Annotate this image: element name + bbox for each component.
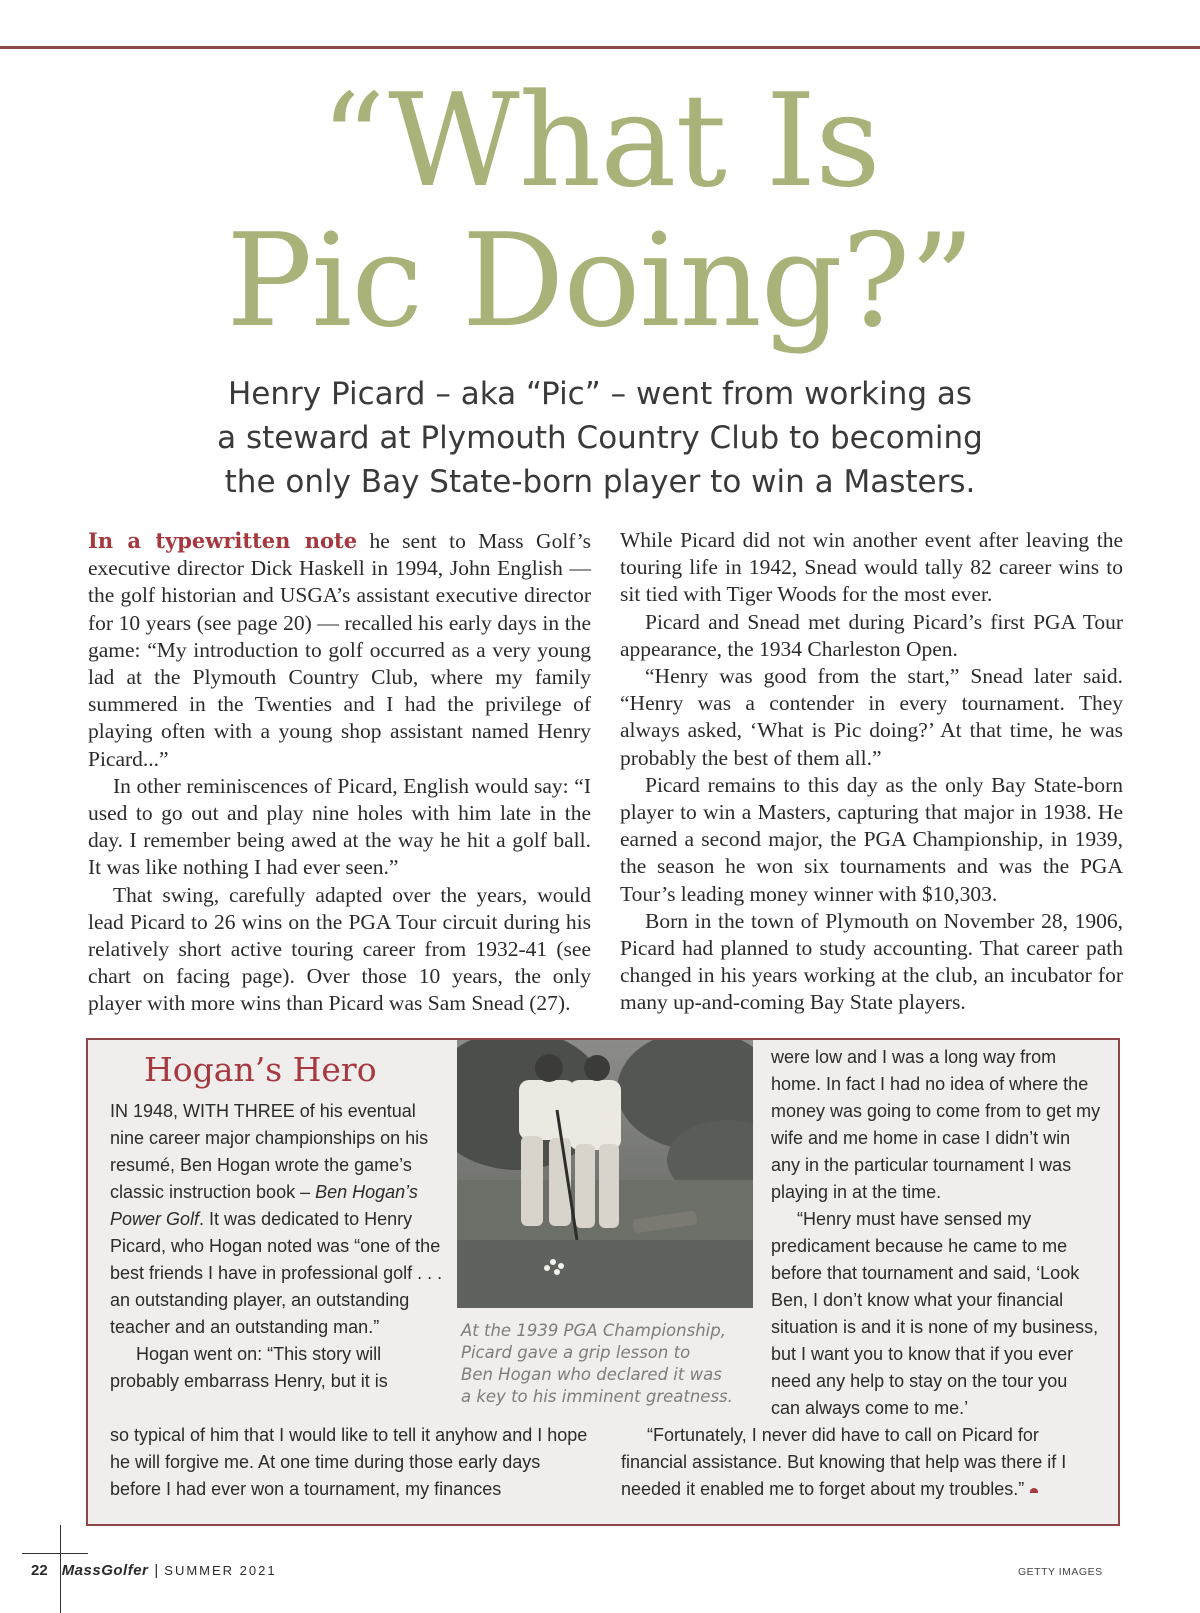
body-paragraph: Born in the town of Plymouth on November 28, 1906, Picard had planned to study accounting. That career path changed in his years working at the club, an incubator for many up-and-coming Bay State players. (620, 908, 1123, 1015)
magazine-name: MassGolfer (61, 1562, 149, 1579)
caption-line: a key to his imminent greatness. (461, 1387, 733, 1406)
sidebar-paragraph: were low and I was a long way from home. In fact I had no idea of where the money was going to come from to get my wife and me home in case I didn’t win any in the particular tournament I was playing in at the time. (771, 1047, 1101, 1202)
body-paragraph: “Henry was good from the start,” Snead later said. “Henry was a contender in every tournament. They always asked, ‘What is Pic doing?’ At that time, he was probably the best of them all.” (620, 664, 1123, 770)
sidebar-column-3 (771, 1044, 1101, 1422)
sidebar-text: IN 1948, WITH THREE of his eventual nine career major championships on his resumé, Ben Hogan wrote the game’s classic instruction book – (110, 1101, 429, 1202)
sidebar-paragraph: so typical of him that I would like to tell it anyhow and I hope he will forgive me. At one time during those early days before I had ever won a tournament, my finances (110, 1425, 588, 1499)
body-column-left (88, 527, 591, 1018)
page-number: 22 (31, 1562, 48, 1579)
folio-separator: | (154, 1562, 159, 1579)
headline-line-1: “What Is (320, 67, 880, 216)
body-paragraph: Picard remains to this day as the only Bay State-born player to win a Masters, capturing that major in 1938. He earned a second major, the PGA Championship, in 1939, the season he won six tournaments and was the PGA Tour’s leading money winner with $10,303. (620, 772, 1123, 906)
sidebar-bottom-left (110, 1422, 590, 1503)
book-title: Ben Hogan’s Power Golf (110, 1182, 418, 1229)
body-text: he sent to Mass Golf’s executive director Dick Haskell in 1994, John English — the golf historian and USGA’s assistant executive director for 10 years (see page 20) — recalled his early days in the game: “My introduction to golf occurred as a very young lad at the Plymouth Country Club, where my family summered in the Twenties and I had the privilege of playing often with a young shop assistant named Henry Picard...” (88, 529, 591, 771)
deck-line-2: a steward at Plymouth Country Club to becoming (217, 420, 983, 456)
body-paragraph: Picard and Snead met during Picard’s first PGA Tour appearance, the 1934 Charleston Open. (620, 609, 1123, 661)
headline-line-2: Pic Doing?” (226, 207, 974, 356)
photo-caption (461, 1320, 761, 1408)
deck-line-3: the only Bay State-born player to win a Masters. (224, 464, 976, 500)
sidebar-paragraph: Hogan went on: “This story will probably embarrass Henry, but it is (110, 1344, 388, 1391)
deck-line-1: Henry Picard – aka “Pic” – went from working as (227, 376, 973, 412)
photo-picard-hogan (457, 1040, 753, 1308)
sidebar-hogans-hero (86, 1038, 1120, 1526)
body-paragraph (88, 527, 591, 773)
body-paragraph: In other reminiscences of Picard, English would say: “I used to go out and play nine holes with him late in the day. I remember being awed at the way he hit a golf ball. It was like nothing I had ever seen.” (88, 773, 591, 880)
caption-line: At the 1939 PGA Championship, (461, 1321, 726, 1340)
sidebar-bottom-right (621, 1422, 1101, 1503)
sidebar-title: Hogan’s Hero (144, 1050, 377, 1089)
headline (0, 67, 1200, 356)
sidebar-paragraph (110, 1098, 450, 1341)
sidebar-text: . It was dedicated to Henry Picard, who Hogan noted was “one of the best friends I have in professional golf . . . an outstanding player, an outstanding teacher and an outstanding man.” (110, 1209, 443, 1337)
body-paragraph: That swing, carefully adapted over the years, would lead Picard to 26 wins on the PGA Tour circuit during his relatively short active touring career from 1932-41 (see chart on facing page). Over those 10 years, the only player with more wins than Picard was Sam Snead (27). (88, 882, 591, 1016)
caption-line: Picard gave a grip lesson to (461, 1343, 691, 1362)
issue-date: SUMMER 2021 (164, 1563, 277, 1578)
photo-illustration (457, 1040, 753, 1308)
lead-in: In a typewritten note (88, 528, 358, 553)
sidebar-column-1 (110, 1098, 450, 1395)
sidebar-paragraph (621, 1422, 1101, 1503)
body-paragraph: While Picard did not win another event after leaving the touring life in 1942, Snead would tally 82 career wins to sit tied with Tiger Woods for the most ever. (620, 528, 1123, 607)
crop-mark-horizontal (22, 1553, 88, 1554)
body-column-right (620, 527, 1123, 1017)
sidebar-text: “Fortunately, I never did have to call on Picard for financial assistance. But knowing that help was there if I needed it enabled me to forget about my troubles.” (621, 1425, 1067, 1499)
end-mark-icon (1030, 1488, 1038, 1493)
caption-line: Ben Hogan who declared it was (461, 1365, 722, 1384)
deck (170, 372, 1030, 504)
sidebar-paragraph: “Henry must have sensed my predicament because he came to me before that tournament and said, ‘Look Ben, I don’t know what your financial situation is and it is none of my business, but I want you to know that if you ever need any help to stay on the tour you can always come to me.’ (771, 1209, 1099, 1418)
photo-credit: GETTY IMAGES (1018, 1566, 1103, 1578)
top-rule (0, 46, 1200, 49)
folio (31, 1562, 277, 1579)
